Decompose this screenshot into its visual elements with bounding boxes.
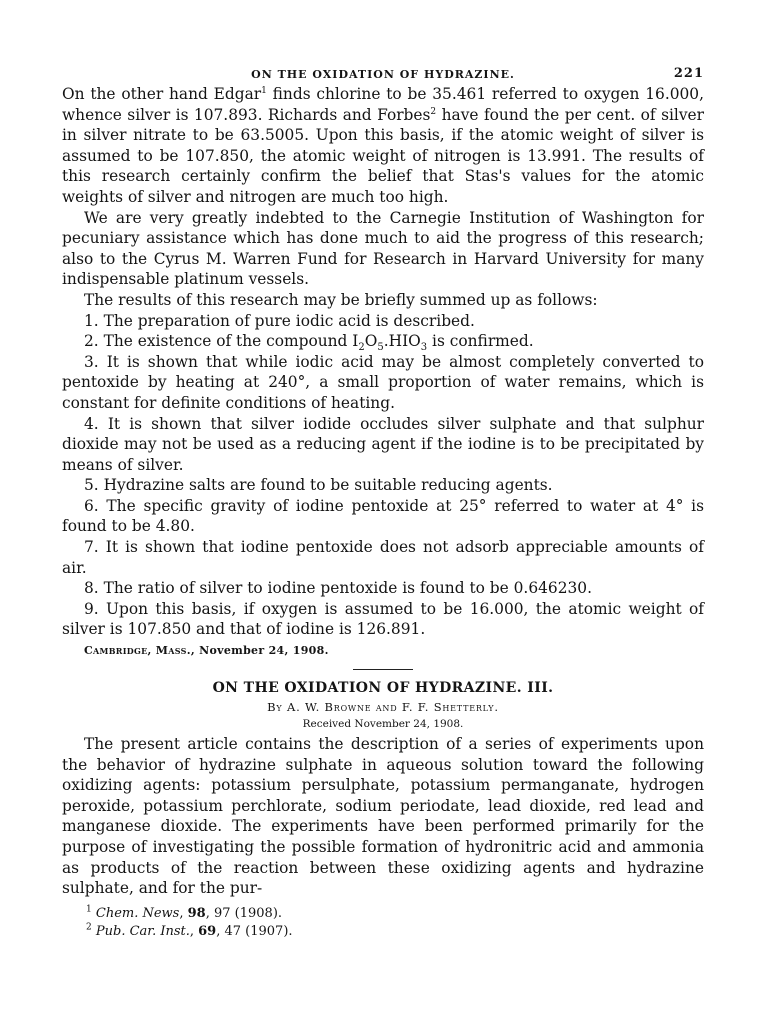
- dateline-place: Cambridge, Mass.: [84, 644, 191, 658]
- paragraph-article-intro: The present article contains the description of a series of experiments upon the behavior of hydrazine sulphate in aqueous solution toward the following oxidizing agents: potassium persulphate, potassium permanganate, hydrogen peroxide, potassium perchlorate, sodium periodate, lead dioxide, red lead and manganese dioxide. The experiments have been performed primarily for the purpose of investigating the possible formation of hydronitric acid and ammonia as products of the reaction between these oxidizing agents and hydrazine sulphate, and for the pur-: [62, 735, 704, 898]
- section-divider: [353, 669, 413, 670]
- paragraph-text: On the other hand Edgar: [62, 85, 262, 103]
- subscript: 2: [358, 342, 365, 354]
- summary-item-7: 7. It is shown that iodine pentoxide does not adsorb appreciable amounts of air.: [62, 538, 704, 577]
- paragraph-summary-intro: The results of this research may be briefly summed up as follows:: [84, 290, 598, 309]
- footnote-citation: , 47 (1907).: [216, 923, 293, 939]
- item-text: .HIO: [383, 332, 421, 351]
- paragraph-acknowledgement: We are very greatly indebted to the Carnegie Institution of Washington for pecuniary assistance which has done much to aid the progress of this research; also to the Cyrus M. Warren Fund for Research in Harvard University for many indispensable platinum vessels.: [62, 208, 704, 289]
- paragraph-text: finds chlorine to be 35.461 referred to oxygen 16.000, whence silver is 107.893. Richards and Forbes: [62, 85, 704, 124]
- item-text: 2. The existence of the compound I: [84, 332, 359, 351]
- footnote-1: $^1$ Chem. News, 98, 97 (1908).: [86, 904, 283, 921]
- summary-item-3: 3. It is shown that while iodic acid may be almost completely converted to pentoxide by heating at 240°, a small proportion of water remains, which is constant for definite conditions of heating.: [62, 352, 704, 412]
- page-number: 221: [673, 66, 704, 81]
- dateline-date: , November 24, 1908.: [190, 644, 329, 658]
- footnote-2: $^2$ Pub. Car. Inst., 69, 47 (1907).: [86, 922, 293, 939]
- subscript: 5: [377, 342, 384, 354]
- paragraph-text: have found the per cent. of silver in silver nitrate to be 63.5005. Upon this basis, if the atomic weight of silver is assumed to be 107.850, the atomic weight of nitrogen is 13.991. The results of this research certainly confirm the belief that Stas's values for the atomic weights of silver and nitrogen are much too high.: [62, 105, 704, 206]
- article-authors: By A. W. Browne and F. F. Shetterly.: [267, 700, 499, 715]
- item-text: is confirmed.: [427, 332, 534, 351]
- summary-item-1: 1. The preparation of pure iodic acid is described.: [84, 311, 475, 330]
- summary-item-9: 9. Upon this basis, if oxygen is assumed to be 16.000, the atomic weight of silver is 107.850 and that of iodine is 126.891.: [62, 599, 704, 639]
- summary-item-6: 6. The specific gravity of iodine pentoxide at 25° referred to water at 4° is found to be 4.80.: [62, 496, 704, 536]
- footnote-mark: 2: [86, 922, 92, 933]
- body-text: [62, 84, 704, 640]
- running-head-title: ON THE OXIDATION OF HYDRAZINE.: [251, 68, 515, 81]
- footnote-journal: Chem. News: [95, 905, 180, 921]
- summary-item-2: [62, 331, 704, 352]
- paragraph-atomic-weights: [62, 84, 704, 208]
- footnote-ref-1: 1: [261, 85, 267, 96]
- running-head: [62, 62, 704, 84]
- subscript: 3: [420, 342, 428, 354]
- footnote-volume: 69: [198, 923, 217, 939]
- footnotes: [62, 905, 704, 941]
- journal-page: [62, 62, 704, 941]
- item-text: O: [364, 332, 378, 351]
- article-title: ON THE OXIDATION OF HYDRAZINE. III.: [212, 680, 554, 697]
- footnote-ref-2: 2: [430, 106, 437, 117]
- footnote-mark: 1: [86, 904, 92, 915]
- summary-item-4: 4. It is shown that silver iodide occludes silver sulphate and that sulphur dioxide may not be used as a reducing agent if the iodine is to be precipitated by means of silver.: [62, 414, 704, 474]
- received-date: Received November 24, 1908.: [302, 718, 464, 731]
- summary-item-5: 5. Hydrazine salts are found to be suitable reducing agents.: [84, 476, 553, 495]
- article-body: [62, 734, 704, 899]
- summary-item-8: 8. The ratio of silver to iodine pentoxide is found to be 0.646230.: [84, 579, 592, 598]
- footnote-citation: , 97 (1908).: [205, 905, 283, 921]
- footnote-volume: 98: [187, 905, 206, 921]
- footnote-journal: Pub. Car. Inst.: [95, 923, 190, 939]
- dateline: [84, 644, 704, 657]
